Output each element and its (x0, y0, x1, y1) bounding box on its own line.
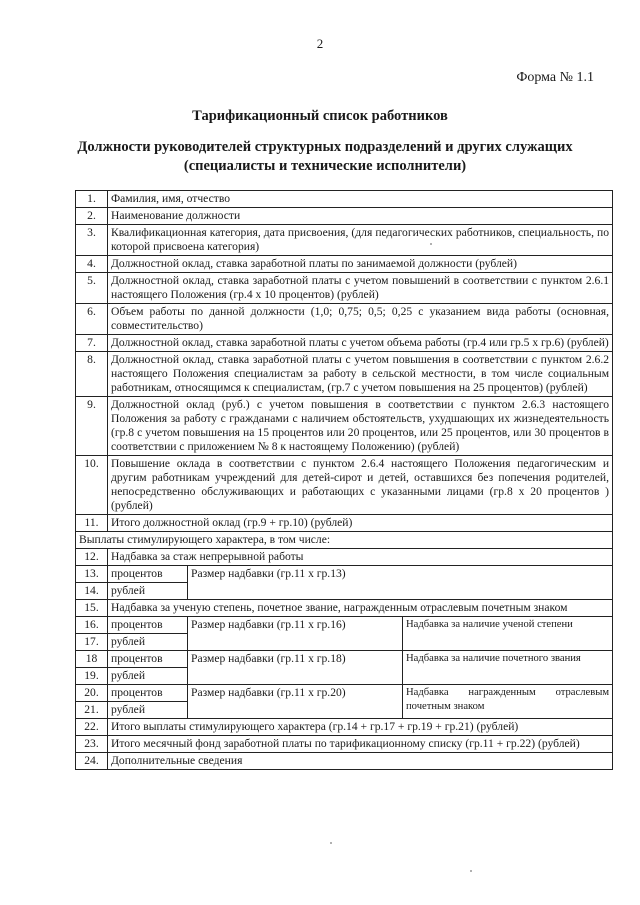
document-title: Тарификационный список работников (192, 108, 448, 124)
unit-label: процентов (108, 566, 188, 583)
table-row (76, 208, 613, 225)
subtitle-line-1: Должности руководителей структурных подразделений и других служащих (77, 139, 573, 155)
section-header-row (76, 532, 613, 549)
row-number: 4. (76, 256, 108, 273)
row-text: Итого должностной оклад (гр.9 + гр.10) (рублей) (108, 515, 613, 532)
table-row (76, 456, 613, 515)
unit-label: рублей (108, 668, 188, 685)
table-row (76, 736, 613, 753)
row-text: Дополнительные сведения (108, 753, 613, 770)
row-text: Должностной оклад, ставка заработной платы по занимаемой должности (рублей) (108, 256, 613, 273)
row-number: 19. (76, 668, 108, 685)
row-text: Надбавка за ученую степень, почетное звание, награжденным отраслевым почетным знаком (108, 600, 613, 617)
scan-speck (470, 870, 472, 872)
allowance-size-label: Размер надбавки (гр.11 х гр.13) (188, 566, 613, 600)
table-row (76, 549, 613, 566)
table-row (76, 273, 613, 304)
table-row (76, 191, 613, 208)
row-text: Должностной оклад, ставка заработной платы с учетом повышений в соответствии с пунктом 2.6.1 настоящего Положения (гр.4 х 10 процентов) (рублей) (108, 273, 613, 304)
row-number: 18 (76, 651, 108, 668)
table-row (76, 617, 613, 634)
table-row (76, 225, 613, 256)
table-row (76, 685, 613, 702)
row-text: Должностной оклад, ставка заработной платы с учетом повышения в соответствии с пунктом 2.6.2 настоящего Положения специалистам за работу в сельской местности, в том числе социальным работникам, относящимся к специалистам, (гр.7 с учетом повышения на 25 процентов) (рублей) (108, 352, 613, 397)
row-number: 20. (76, 685, 108, 702)
row-text: Итого выплаты стимулирующего характера (гр.14 + гр.17 + гр.19 + гр.21) (рублей) (108, 719, 613, 736)
row-number: 17. (76, 634, 108, 651)
table-row (76, 566, 613, 583)
row-text: Должностной оклад, ставка заработной платы с учетом объема работы (гр.4 или гр.5 х гр.6) (рублей) (108, 335, 613, 352)
document-subtitle (60, 138, 590, 176)
table-row (76, 335, 613, 352)
row-number: 8. (76, 352, 108, 397)
row-text: Фамилия, имя, отчество (108, 191, 613, 208)
form-label: Форма № 1.1 (516, 70, 594, 85)
table-row (76, 397, 613, 456)
table-row (76, 753, 613, 770)
row-number: 11. (76, 515, 108, 532)
allowance-description: Надбавка за наличие ученой степени (403, 617, 613, 651)
allowance-description: Надбавка за наличие почетного звания (403, 651, 613, 685)
row-text: Надбавка за стаж непрерывной работы (108, 549, 613, 566)
unit-label: процентов (108, 617, 188, 634)
row-number: 24. (76, 753, 108, 770)
scan-speck (330, 842, 332, 844)
allowance-description: Надбавка награжденным отраслевым почетным знаком (403, 685, 613, 719)
stimulus-section-header: Выплаты стимулирующего характера, в том числе: (76, 532, 613, 549)
row-text: Объем работы по данной должности (1,0; 0,75; 0,5; 0,25 с указанием вида работы (основная, совместительство) (108, 304, 613, 335)
unit-label: процентов (108, 651, 188, 668)
allowance-size-label: Размер надбавки (гр.11 х гр.18) (188, 651, 403, 685)
allowance-size-label: Размер надбавки (гр.11 х гр.16) (188, 617, 403, 651)
table-row (76, 352, 613, 397)
row-number: 7. (76, 335, 108, 352)
row-number: 13. (76, 566, 108, 583)
row-number: 10. (76, 456, 108, 515)
unit-label: рублей (108, 702, 188, 719)
row-number: 12. (76, 549, 108, 566)
row-number: 3. (76, 225, 108, 256)
tariff-table (75, 190, 613, 770)
row-text: Наименование должности (108, 208, 613, 225)
table-row (76, 256, 613, 273)
page-number: 2 (316, 36, 324, 51)
table-row (76, 719, 613, 736)
row-number: 1. (76, 191, 108, 208)
row-number: 9. (76, 397, 108, 456)
table-row (76, 600, 613, 617)
row-number: 22. (76, 719, 108, 736)
row-text: Квалификационная категория, дата присвоения, (для педагогических работников, специальность, по которой присвоена категория) (108, 225, 613, 256)
row-number: 23. (76, 736, 108, 753)
unit-label: процентов (108, 685, 188, 702)
row-number: 2. (76, 208, 108, 225)
row-text: Повышение оклада в соответствии с пунктом 2.6.4 настоящего Положения педагогическим и другим работникам учреждений для детей-сирот и детей, оставшихся без попечения родителей, непосредственно обслуживающих и работающих с указанными лицами (гр.8 х 20 процентов ) (рублей) (108, 456, 613, 515)
table-row (76, 651, 613, 668)
subtitle-line-2: (специалисты и технические исполнители) (183, 158, 467, 174)
table-row (76, 515, 613, 532)
unit-label: рублей (108, 583, 188, 600)
row-number: 14. (76, 583, 108, 600)
row-text: Должностной оклад (руб.) с учетом повышения в соответствии с пунктом 2.6.3 настоящего Положения за работу с гражданами с наличием обстоятельств, ухудшающих их жизнедеятельность (гр.8 с учетом повышения на 15 процентов или 20 процентов, или 25 процентов, или 30 процентов в соответствии с приложением № 8 к настоящему Положению) (рублей) (108, 397, 613, 456)
table-row (76, 304, 613, 335)
row-number: 16. (76, 617, 108, 634)
allowance-size-label: Размер надбавки (гр.11 х гр.20) (188, 685, 403, 719)
row-number: 15. (76, 600, 108, 617)
unit-label: рублей (108, 634, 188, 651)
scan-speck (430, 243, 432, 245)
row-number: 21. (76, 702, 108, 719)
row-number: 5. (76, 273, 108, 304)
row-text: Итого месячный фонд заработной платы по тарификационному списку (гр.11 + гр.22) (рублей) (108, 736, 613, 753)
row-number: 6. (76, 304, 108, 335)
